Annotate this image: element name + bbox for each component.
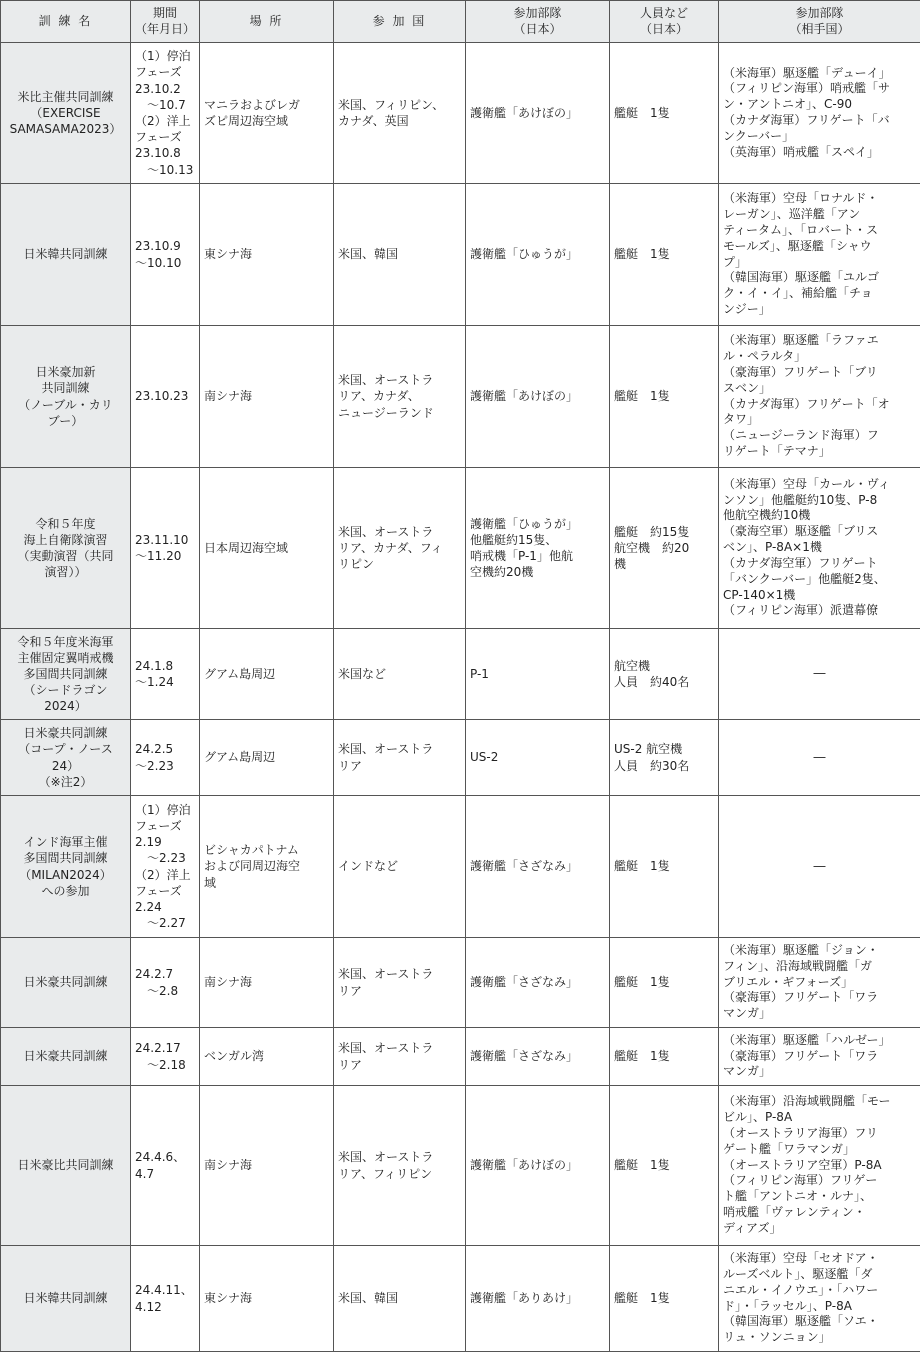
period-cell: 24.4.11、 4.12 — [131, 1246, 200, 1352]
location-cell: 東シナ海 — [200, 184, 334, 326]
personnel-cell: 航空機 人員 約40名 — [610, 629, 719, 720]
location-cell: 南シナ海 — [200, 1086, 334, 1246]
personnel-cell: 艦艇 1隻 — [610, 1028, 719, 1086]
table-row — [1, 1086, 920, 1246]
table-row — [1, 468, 920, 629]
partner-units-cell: （米海軍）駆逐艦「ラファエ ル・ペラルタ」 （豪海軍）フリゲート「ブリ スベン」 （カナダ海軍）フリゲート「オ タワ」 （ニュージーランド海軍）フ リゲート「テマナ」 — [719, 326, 920, 468]
countries-cell: 米国、オーストラ リア — [334, 938, 466, 1028]
jp-units-cell: 護衛艦「さざなみ」 — [466, 796, 610, 938]
jp-units-cell: US-2 — [466, 720, 610, 796]
header-jp-units: 参加部隊 （日本） — [466, 1, 610, 43]
jp-units-cell: 護衛艦「ありあけ」 — [466, 1246, 610, 1352]
table-row — [1, 938, 920, 1028]
personnel-cell: 艦艇 1隻 — [610, 326, 719, 468]
header-period: 期間 （年月日） — [131, 1, 200, 43]
jp-units-cell: 護衛艦「さざなみ」 — [466, 1028, 610, 1086]
period-cell: 23.10.23 — [131, 326, 200, 468]
countries-cell: 米国、韓国 — [334, 184, 466, 326]
countries-cell: 米国、オーストラ リア — [334, 720, 466, 796]
exercise-name-cell: 日米豪共同訓練 （コープ・ノース 24） （※注2） — [1, 720, 131, 796]
period-cell: （1）停泊 フェーズ 23.10.2 ～10.7 （2）洋上 フェーズ 23.10.8 ～10.13 — [131, 43, 200, 184]
header-partner-units: 参加部隊 （相手国） — [719, 1, 920, 43]
table-row — [1, 1246, 920, 1352]
exercise-name-cell: 令和５年度 海上自衛隊演習 （実動演習（共同 演習）） — [1, 468, 131, 629]
table-row — [1, 796, 920, 938]
location-cell: ベンガル湾 — [200, 1028, 334, 1086]
period-cell: 24.2.7 ～2.8 — [131, 938, 200, 1028]
header-countries: 参 加 国 — [334, 1, 466, 43]
partner-units-cell: （米海軍）空母「カール・ヴィ ンソン」他艦艇約10隻、P-8 他航空機約10機 （豪海空軍）駆逐艦「ブリス ベン」、P-8A×1機 （カナダ海空軍）フリゲート 「バンクーバー」他艦艇2隻、 CP-140×1機 （フィリピン海軍）派遣幕僚 — [719, 468, 920, 629]
partner-units-cell: （米海軍）駆逐艦「デューイ」 （フィリピン海軍）哨戒艦「サ ン・アントニオ」、C-90 （カナダ海軍）フリゲート「バ ンクーバー」 （英海軍）哨戒艦「スペイ」 — [719, 43, 920, 184]
period-cell: 24.2.5 ～2.23 — [131, 720, 200, 796]
exercise-name-cell: 日米豪共同訓練 — [1, 1028, 131, 1086]
location-cell: グアム島周辺 — [200, 720, 334, 796]
exercise-name-cell: インド海軍主催 多国間共同訓練 （MILAN2024） への参加 — [1, 796, 131, 938]
table-row — [1, 43, 920, 184]
header-personnel: 人員など （日本） — [610, 1, 719, 43]
table-header — [1, 1, 920, 43]
table-row — [1, 1028, 920, 1086]
jp-units-cell: 護衛艦「ひゅうが」 — [466, 184, 610, 326]
partner-units-cell: （米海軍）空母「ロナルド・ レーガン」、巡洋艦「アン ティータム」、「ロバート・ス モールズ」、駆逐艦「シャウ プ」 （韓国海軍）駆逐艦「ユルゴ ク・イ・イ」、補給艦「チョ ンジー」 — [719, 184, 920, 326]
period-cell: 24.1.8 ～1.24 — [131, 629, 200, 720]
exercise-name-cell: 日米豪比共同訓練 — [1, 1086, 131, 1246]
location-cell: 南シナ海 — [200, 938, 334, 1028]
exercise-name-cell: 日米韓共同訓練 — [1, 184, 131, 326]
table-row — [1, 629, 920, 720]
location-cell: グアム島周辺 — [200, 629, 334, 720]
partner-units-cell: ― — [719, 629, 920, 720]
personnel-cell: 艦艇 1隻 — [610, 796, 719, 938]
personnel-cell: 艦艇 1隻 — [610, 938, 719, 1028]
personnel-cell: US-2 航空機 人員 約30名 — [610, 720, 719, 796]
header-location: 場 所 — [200, 1, 334, 43]
countries-cell: 米国、韓国 — [334, 1246, 466, 1352]
partner-units-cell: （米海軍）駆逐艦「ジョン・ フィン」、沿海域戦闘艦「ガ ブリエル・ギフォーズ」 （豪海軍）フリゲート「ワラ マンガ」 — [719, 938, 920, 1028]
partner-units-cell: （米海軍）沿海域戦闘艦「モー ビル」、P-8A （オーストラリア海軍）フリ ゲート艦「ワラマンガ」 （オーストラリア空軍）P-8A （フィリピン海軍）フリゲー ト艦「アントニオ・ルナ」、 哨戒艦「ヴァレンティン・ ディアズ」 — [719, 1086, 920, 1246]
personnel-cell: 艦艇 約15隻 航空機 約20 機 — [610, 468, 719, 629]
jp-units-cell: P-1 — [466, 629, 610, 720]
countries-cell: 米国、フィリピン、 カナダ、英国 — [334, 43, 466, 184]
jp-units-cell: 護衛艦「ひゅうが」 他艦艇約15隻、 哨戒機「P-1」他航 空機約20機 — [466, 468, 610, 629]
table-row — [1, 326, 920, 468]
exercise-name-cell: 日米豪加新 共同訓練 （ノーブル・カリ ブー） — [1, 326, 131, 468]
period-cell: （1）停泊 フェーズ 2.19 ～2.23 （2）洋上 フェーズ 2.24 ～2.27 — [131, 796, 200, 938]
header-exercise-name: 訓 練 名 — [1, 1, 131, 43]
table-body — [1, 43, 920, 1352]
table-row — [1, 184, 920, 326]
location-cell: 南シナ海 — [200, 326, 334, 468]
countries-cell: 米国など — [334, 629, 466, 720]
location-cell: 日本周辺海空域 — [200, 468, 334, 629]
period-cell: 23.11.10 ～11.20 — [131, 468, 200, 629]
jp-units-cell: 護衛艦「さざなみ」 — [466, 938, 610, 1028]
countries-cell: 米国、オーストラ リア、カナダ、フィ リピン — [334, 468, 466, 629]
partner-units-cell: （米海軍）空母「セオドア・ ルーズベルト」、駆逐艦「ダ ニエル・イノウエ」・「ハワー ド」・「ラッセル」、P-8A （韓国海軍）駆逐艦「ソエ・ リュ・ソンニョン」 — [719, 1246, 920, 1352]
personnel-cell: 艦艇 1隻 — [610, 184, 719, 326]
exercise-name-cell: 米比主催共同訓練 （EXERCISE SAMASAMA2023） — [1, 43, 131, 184]
exercise-name-cell: 日米韓共同訓練 — [1, 1246, 131, 1352]
countries-cell: 米国、オーストラ リア — [334, 1028, 466, 1086]
jp-units-cell: 護衛艦「あけぼの」 — [466, 1086, 610, 1246]
partner-units-cell: （米海軍）駆逐艦「ハルゼー」 （豪海軍）フリゲート「ワラ マンガ」 — [719, 1028, 920, 1086]
header-row — [1, 1, 920, 43]
location-cell: 東シナ海 — [200, 1246, 334, 1352]
partner-units-cell: ― — [719, 796, 920, 938]
personnel-cell: 艦艇 1隻 — [610, 43, 719, 184]
table-row — [1, 720, 920, 796]
countries-cell: 米国、オーストラ リア、カナダ、 ニュージーランド — [334, 326, 466, 468]
period-cell: 24.4.6、 4.7 — [131, 1086, 200, 1246]
countries-cell: インドなど — [334, 796, 466, 938]
period-cell: 24.2.17 ～2.18 — [131, 1028, 200, 1086]
jp-units-cell: 護衛艦「あけぼの」 — [466, 43, 610, 184]
partner-units-cell: ― — [719, 720, 920, 796]
jp-units-cell: 護衛艦「あけぼの」 — [466, 326, 610, 468]
countries-cell: 米国、オーストラ リア、フィリピン — [334, 1086, 466, 1246]
personnel-cell: 艦艇 1隻 — [610, 1086, 719, 1246]
exercise-name-cell: 令和５年度米海軍 主催固定翼哨戒機 多国間共同訓練 （シードラゴン 2024） — [1, 629, 131, 720]
exercise-name-cell: 日米豪共同訓練 — [1, 938, 131, 1028]
location-cell: ビシャカパトナム および同周辺海空 域 — [200, 796, 334, 938]
location-cell: マニラおよびレガ ズピ周辺海空域 — [200, 43, 334, 184]
personnel-cell: 艦艇 1隻 — [610, 1246, 719, 1352]
period-cell: 23.10.9 ～10.10 — [131, 184, 200, 326]
